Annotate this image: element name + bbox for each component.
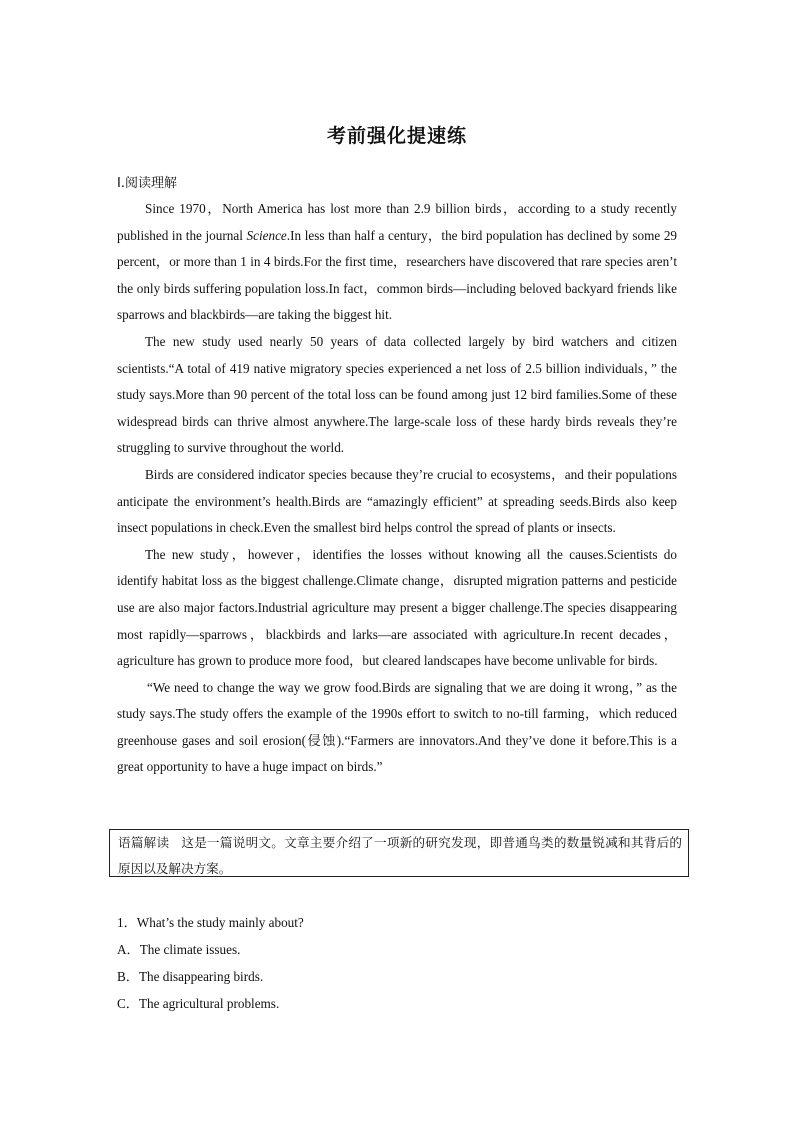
question-stem: 1．What’s the study mainly about?	[117, 915, 304, 930]
analysis-label: 语篇解读	[118, 835, 170, 850]
analysis-text: 这是一篇说明文。文章主要介绍了一项新的研究发现，即普通鸟类的数量锐减和其背后的原因以及解决方案。	[118, 835, 683, 876]
passage-paragraph-1	[117, 196, 677, 329]
passage-paragraph-4: The new study，however，identifies the losses without knowing all the causes.Scientists do identify habitat loss as the biggest challenge.Climate change，disrupted migration patterns and pesticide use are also major factors.Industrial agriculture may present a bigger challenge.The species disappearing most rapidly—sparrows，blackbirds and larks—are associated with agriculture.In recent decades，agriculture has grown to produce more food，but cleared landscapes have become unlivable for birds.	[117, 546, 677, 669]
section-heading: Ⅰ.阅读理解	[117, 176, 177, 191]
page-title: 考前强化提速练	[326, 125, 467, 147]
paragraph-1-rest: .In less than half a century，the bird population has declined by some 29 percent，or more than 1 in 4 birds.For the first time，researchers have discovered that rare species aren’t the only birds suffering population loss.In fact，common birds—including beloved backyard friends like sparrows and blackbirds—are taking the biggest hit.	[117, 227, 678, 323]
reading-passage	[117, 196, 677, 781]
passage-paragraph-2: The new study used nearly 50 years of data collected largely by bird watchers and citizen scientists.“A total of 419 native migratory species experienced a net loss of 2.5 billion individuals，” the study says.More than 90 percent of the total loss can be found among just 12 bird families.Some of these widespread birds can thrive almost anywhere.The large-scale loss of these hardy birds reveals they’re struggling to survive throughout the world.	[117, 333, 677, 456]
passage-paragraph-5: “We need to change the way we grow food.Birds are signaling that we are doing it wrong，” as the study says.The study offers the example of the 1990s effort to switch to no-till farming，which reduced greenhouse gases and soil erosion(侵蚀).“Farmers are innovators.And they’ve done it before.This is a great opportunity to have a huge impact on birds.”	[117, 679, 677, 775]
option-a: A．The climate issues.	[117, 942, 241, 957]
journal-name: Science	[246, 227, 287, 243]
option-b: B．The disappearing birds.	[117, 969, 264, 984]
question-block	[117, 909, 677, 1017]
option-c: C．The agricultural problems.	[117, 996, 280, 1011]
passage-analysis-box	[109, 829, 689, 877]
paragraph-1-start: Since 1970，North America has lost more than 2.9 billion birds，according to a study recently published in the journal	[117, 201, 677, 243]
passage-paragraph-3: Birds are considered indicator species because they’re crucial to ecosystems，and their populations anticipate the environment’s health.Birds are “amazingly efficient” at spreading seeds.Birds also keep insect populations in check.Even the smallest bird helps control the spread of plants or insects.	[117, 466, 677, 536]
